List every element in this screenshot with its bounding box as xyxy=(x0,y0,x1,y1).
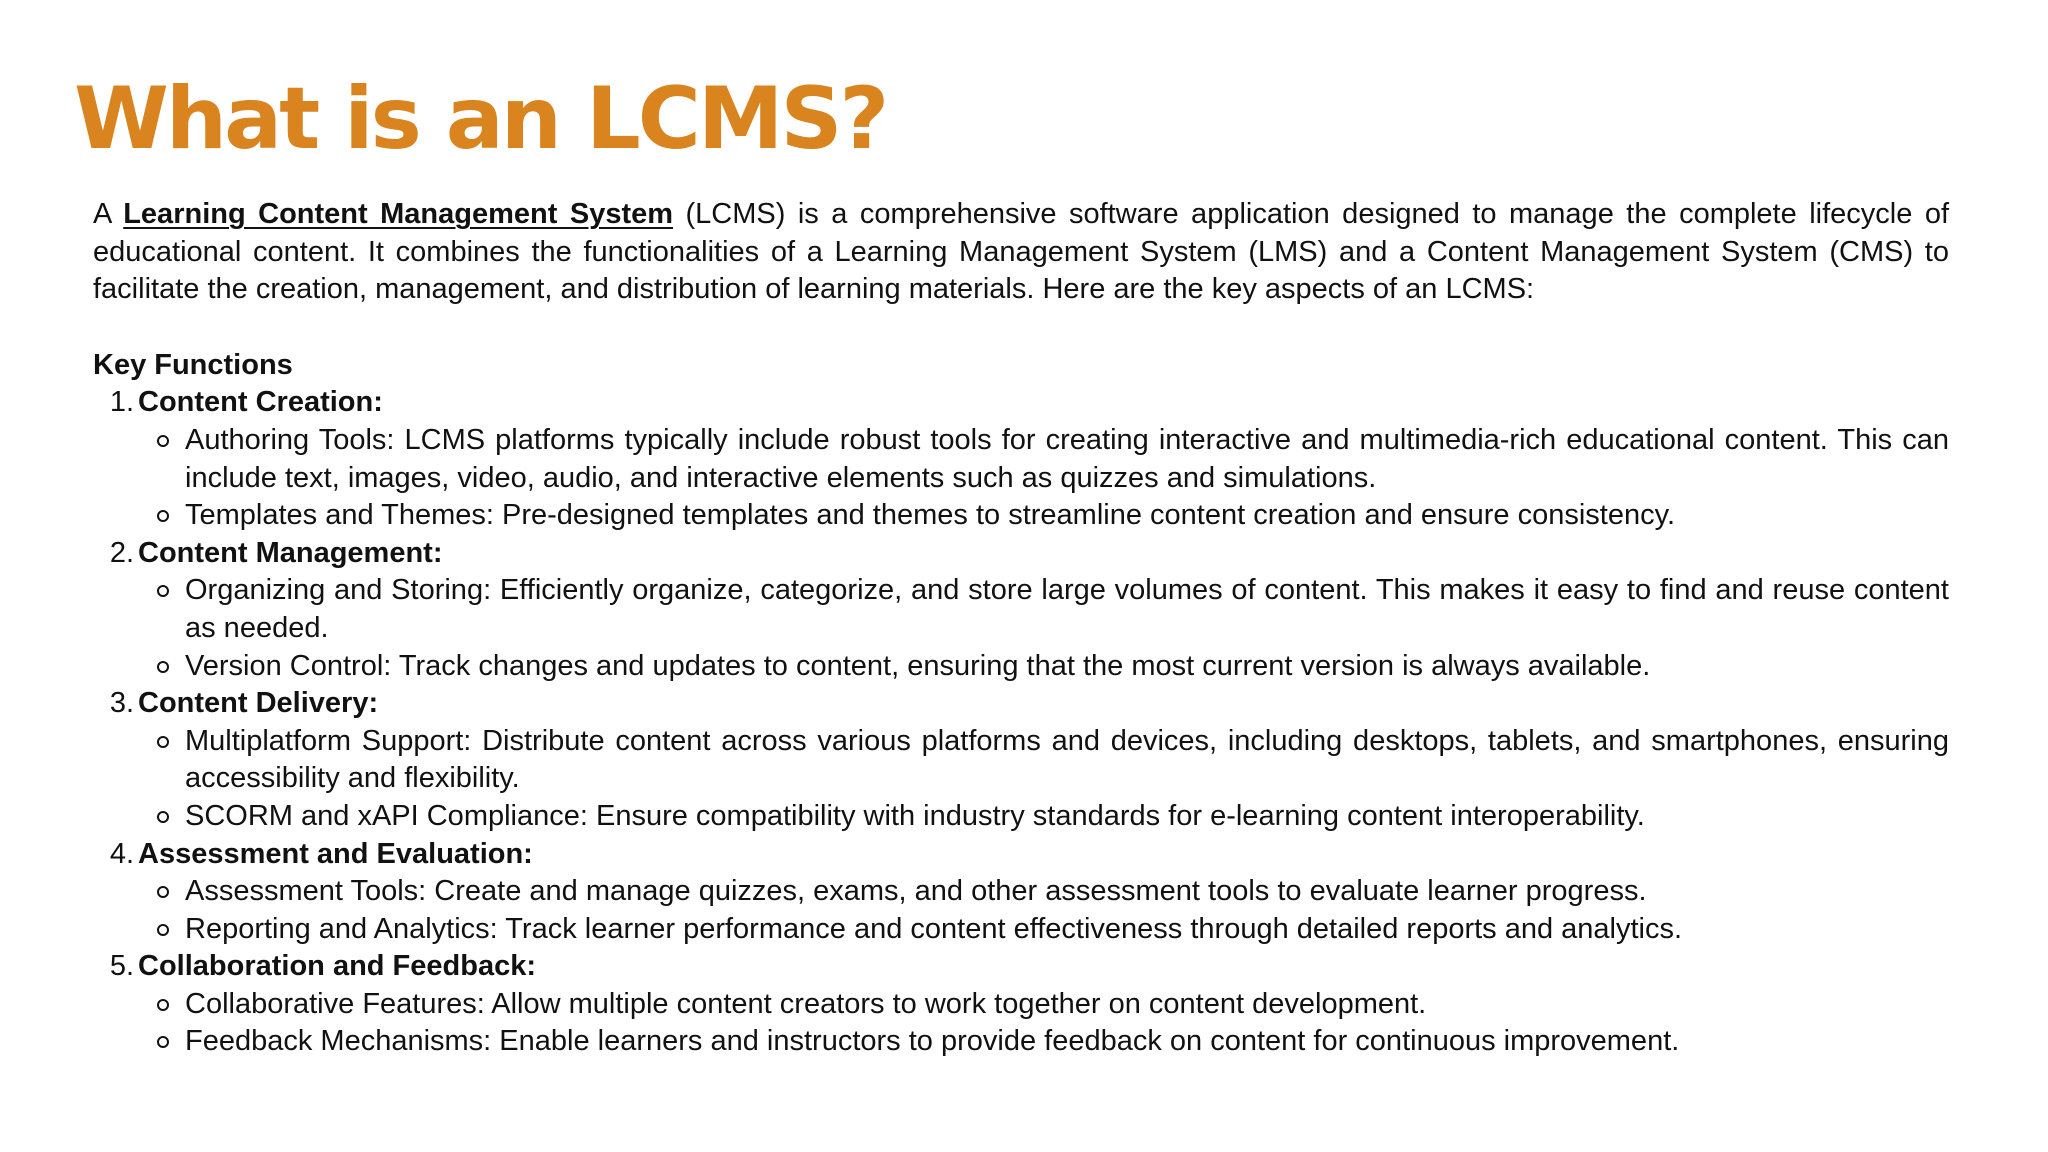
function-number: 1. xyxy=(109,386,134,419)
function-number: 4. xyxy=(109,837,134,870)
hollow-circle-bullet-icon xyxy=(157,736,169,748)
function-details xyxy=(138,986,1949,1061)
function-item xyxy=(93,384,1949,534)
hollow-circle-bullet-icon xyxy=(157,510,169,522)
key-functions-list xyxy=(93,384,1949,1061)
hollow-circle-bullet-icon xyxy=(157,886,169,898)
function-details xyxy=(138,873,1949,948)
function-title: Content Management: xyxy=(138,536,443,569)
hollow-circle-bullet-icon xyxy=(157,999,169,1011)
function-title: Content Delivery: xyxy=(138,687,379,720)
slide-title: What is an LCMS? xyxy=(74,69,887,169)
detail-text: Templates and Themes: Pre-designed templates and themes to streamline content creation and ensure consistency. xyxy=(185,499,1676,532)
detail-item xyxy=(138,798,1949,836)
hollow-circle-bullet-icon xyxy=(157,811,169,823)
detail-item xyxy=(138,1023,1949,1061)
detail-text: SCORM and xAPI Compliance: Ensure compatibility with industry standards for e-learning content interoperability. xyxy=(185,799,1645,832)
detail-text: Reporting and Analytics: Track learner performance and content effectiveness through detailed reports and analytics. xyxy=(185,912,1683,945)
detail-item xyxy=(138,648,1949,686)
function-item xyxy=(93,948,1949,1061)
function-details xyxy=(138,572,1949,685)
detail-item xyxy=(138,572,1949,647)
slide-content xyxy=(93,196,1949,1061)
hollow-circle-bullet-icon xyxy=(157,661,169,673)
intro-text: (LCMS) is a comprehensive software application designed to manage the complete lifecycle of educational content. It combines the functionalities of a Learning Management System (LMS) and a Content Management System (CMS) to facilitate the creation, management, and distribution of learning materials. Here are the key aspects of an LCMS: xyxy=(93,198,1949,306)
detail-item xyxy=(138,873,1949,911)
detail-text: Authoring Tools: LCMS platforms typically include robust tools for creating interactive and multimedia-rich educational content. This can include text, images, video, audio, and interactive elements such as quizzes and simulations. xyxy=(185,423,1949,494)
detail-item xyxy=(138,911,1949,949)
hollow-circle-bullet-icon xyxy=(157,435,169,447)
detail-item xyxy=(138,422,1949,497)
hollow-circle-bullet-icon xyxy=(157,585,169,597)
hollow-circle-bullet-icon xyxy=(157,924,169,936)
detail-text: Feedback Mechanisms: Enable learners and instructors to provide feedback on content for continuous improvement. xyxy=(185,1025,1680,1058)
function-title: Content Creation: xyxy=(138,386,383,419)
intro-prefix: A xyxy=(93,198,124,230)
lcms-term-link[interactable]: Learning Content Management System xyxy=(123,198,674,230)
detail-text: Assessment Tools: Create and manage quizzes, exams, and other assessment tools to evaluate learner progress. xyxy=(185,875,1647,908)
function-details xyxy=(138,723,1949,836)
detail-item xyxy=(138,723,1949,798)
intro-paragraph xyxy=(93,196,1949,309)
function-number: 5. xyxy=(109,950,134,983)
function-title: Assessment and Evaluation: xyxy=(138,837,533,870)
function-item xyxy=(93,685,1949,835)
function-details xyxy=(138,422,1949,535)
detail-text: Multiplatform Support: Distribute content across various platforms and devices, including desktops, tablets, and smartphones, ensuring accessibility and flexibility. xyxy=(185,724,1949,795)
detail-text: Version Control: Track changes and updates to content, ensuring that the most current version is always available. xyxy=(185,649,1651,682)
detail-item xyxy=(138,497,1949,535)
function-item xyxy=(93,836,1949,949)
hollow-circle-bullet-icon xyxy=(157,1036,169,1048)
detail-item xyxy=(138,986,1949,1024)
function-title: Collaboration and Feedback: xyxy=(138,950,536,983)
key-functions-heading: Key Functions xyxy=(93,348,293,381)
detail-text: Collaborative Features: Allow multiple content creators to work together on content development. xyxy=(185,987,1427,1020)
detail-text: Organizing and Storing: Efficiently organize, categorize, and store large volumes of content. This makes it easy to find and reuse content as needed. xyxy=(185,574,1949,644)
function-number: 3. xyxy=(109,687,134,720)
function-number: 2. xyxy=(109,536,134,569)
function-item xyxy=(93,535,1949,685)
